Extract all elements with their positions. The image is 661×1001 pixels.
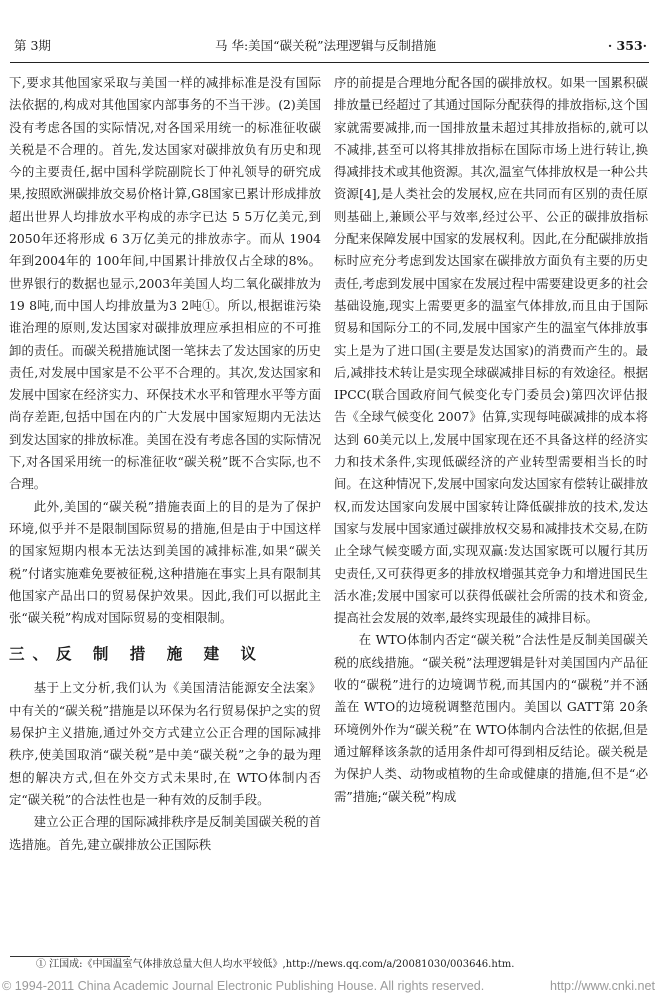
left-column [9,72,321,856]
publisher-link[interactable]: http://www.cnki.net [550,979,655,993]
body-paragraph: 序的前提是合理地分配各国的碳排放权。如果一国累积碳排放量已经超过了其通过国际分配获得的排放指标,这个国家就需要减排,而一国排放量未超过其排放指标的,就可以不减排,甚至可以将其排放指标在国际市场上进行转让,换得减排技术或其他资源。其次,温室气体排放权是一种公共资源[4],是人类社会的发展权,应在共同而有区别的责任原则基础上,兼顾公平与效率,经过公平、公正的碳排放指标分配来保障发展中国家的发展权利。因此,在分配碳排放指标时应充分考虑到发达国家在碳排放方面负有主要的历史责任,考虑到发展中国家在发展过程中需要建设更多的社会基础设施,现实上需要更多的温室气体排放,而且由于国际贸易和国际分工的不同,发展中国家产生的温室气体排放事实上是为了进口国(主要是发达国家)的消费而产生的。最后,减排技术转让是实现全球碳减排目标的有效途径。根据 IPCC(联合国政府间气候变化专门委员会)第四次评估报告《全球气候变化 2007》估算,实现每吨碳减排的成本将达到 60美元以上,发展中国家现在还不具备这样的经济实力和技术条件,实现低碳经济的产业转型需要相当长的时间。在这种情况下,发展中国家向发达国家有偿转让碳排放权,而发达国家向发展中国家转让降低碳排放的技术,发达国家与发展中国家通过碳排放权交易和减排技术交易,在防止全球气候变暖方面,实现双赢:发达国家既可以履行其历史责任,又可获得更多的排放权增强其竞争力和增进国民生活水准;发展中国家可以获得低碳社会所需的技术和资金,提高社会发展的效率,最终实现最佳的减排目标。 [334,75,648,626]
running-title: 马 华:美国“碳关税”法理逻辑与反制措施 [215,38,436,53]
page-header [10,0,649,63]
right-column [334,72,648,808]
body-paragraph: 基于上文分析,我们认为《美国清洁能源安全法案》中有关的“碳关税”措施是以环保为名行贸易保护之实的贸易保护主义措施,通过外交方式建立公正合理的国际减排秩序,使美国取消“碳关税”是中美“碳关税”之争的最为理想的解决方式,但在外交方式未果时,在 WTO体制内否定“碳关税”的合法性也是一种有效的反制手段。 [9,680,321,807]
copyright-bar [2,978,659,994]
body-paragraph: 此外,美国的“碳关税”措施表面上的目的是为了保护环境,似乎并不是限制国际贸易的措施,但是由于中国这样的国家短期内根本无法达到美国的减排标准,如果“碳关税”付诸实施难免要被征税,这种措施在事实上具有限制其他国家产品出口的贸易保护效果。因此,我们可以据此主张“碳关税”构成对国际贸易的变相限制。 [9,498,321,626]
footnote: ① 江国成:《中国温室气体排放总量大但人均水平较低》,http://news.qq.com/a/20081030/003646.htm. [36,959,515,970]
body-paragraph: 在 WTO体制内否定“碳关税”合法性是反制美国碳关税的底线措施。“碳关税”法理逻辑是针对美国国内产品征收的“碳税”进行的边境调节税,而其国内的“碳税”并不涵盖在 WTO的边境税调整范围内。美国以 GATT第 20条环境例外作为“碳关税”在 WTO体制内合法性的依据,但是通过解释该条款的适用条件却可得到相反结论。碳关税是为保护人类、动物或植物的生命或健康的措施,但不是“必需”措施;“碳关税”构成 [334,632,648,804]
footnote-divider [10,956,130,957]
body-paragraph: 下,要求其他国家采取与美国一样的减排标准是没有国际法依据的,构成对其他国家内部事务的不当干涉。(2)美国没有考虑各国的实际情况,对各国采用统一的标准征收碳关税是不合理的。首先,发达国家对碳排放负有历史和现今的主要责任,据中国科学院副院长丁仲礼领导的研究成果,按照欧洲碳排放交易价格计算,G8国家已累计形成排放超出世界人均排放水平构成的赤字已达 5 5万亿美元,到 2050年还将形成 6 3万亿美元的排放赤字。而从 1904年到2004年的 100年间,中国累计排放仅占全球的8%。世界银行的数据也显示,2003年美国人均二氧化碳排放为 19 8吨,而中国人均排放量为3 2吨①。所以,根据谁污染谁治理的原则,发达国家对碳排放理应承担相应的不可推卸的责任。而碳关税措施试图一笔抹去了发达国家的历史责任,对发展中国家是不公平不合理的。其次,发达国家和发展中国家在经济实力、环保技术水平和管理水平等方面尚存差距,包括中国在内的广大发展中国家短期内无法达到发达国家的排放标准。美国在没有考虑各国的实际情况下,对各国采用统一的标准征收“碳关税”既不合实际,也不合理。 [9,75,321,492]
copyright-notice: © 1994-2011 China Academic Journal Electronic Publishing House. All rights reserved. [2,979,485,993]
body-paragraph: 建立公正合理的国际减排秩序是反制美国碳关税的首选措施。首先,建立碳排放公正国际秩 [9,814,321,852]
section-heading: 三、反 制 措 施 建 议 [9,644,264,664]
journal-issue: 第 3期 [14,38,51,53]
page-number: · 353· [607,38,647,53]
